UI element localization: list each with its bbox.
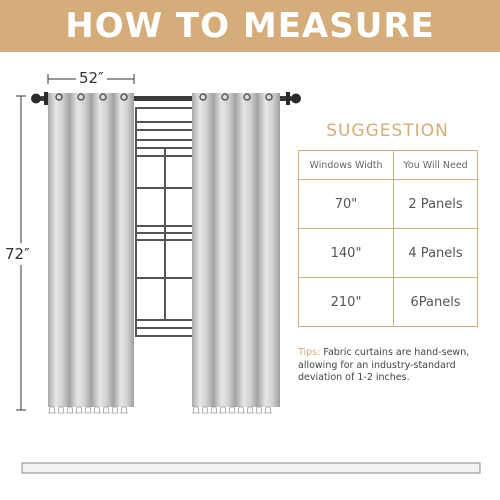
table-cell-panels: 4 Panels bbox=[394, 229, 478, 278]
suggestion-title: SUGGESTION bbox=[326, 121, 449, 141]
table-row bbox=[299, 180, 478, 229]
table-cell-width: 70" bbox=[299, 180, 394, 229]
curtain-panel-icon bbox=[48, 93, 134, 407]
table-cell-panels: 6Panels bbox=[394, 278, 478, 327]
page-title: HOW TO MEASURE bbox=[65, 6, 435, 46]
column-header-you-will-need: You Will Need bbox=[394, 151, 478, 180]
header-banner bbox=[0, 0, 500, 52]
window-frame-icon bbox=[136, 108, 194, 336]
table-cell-width: 210" bbox=[299, 278, 394, 327]
tips-text: Fabric curtains are hand-sewn, allowing for an industry-standard deviation of 1-2 inches. bbox=[298, 347, 470, 383]
width-label: 52″ bbox=[76, 69, 107, 87]
column-header-windows-width: Windows Width bbox=[299, 151, 394, 180]
height-label: 72″ bbox=[5, 245, 30, 263]
table-header-row bbox=[299, 151, 478, 180]
table-row bbox=[299, 278, 478, 327]
curtain-panel-icon bbox=[192, 93, 280, 407]
tassel-icon bbox=[49, 407, 271, 413]
floor-icon bbox=[22, 463, 480, 473]
table-row bbox=[299, 229, 478, 278]
tips-note bbox=[298, 347, 494, 385]
tips-label: Tips: bbox=[298, 347, 321, 358]
suggestion-table bbox=[298, 150, 478, 327]
table-cell-width: 140" bbox=[299, 229, 394, 278]
table-cell-panels: 2 Panels bbox=[394, 180, 478, 229]
